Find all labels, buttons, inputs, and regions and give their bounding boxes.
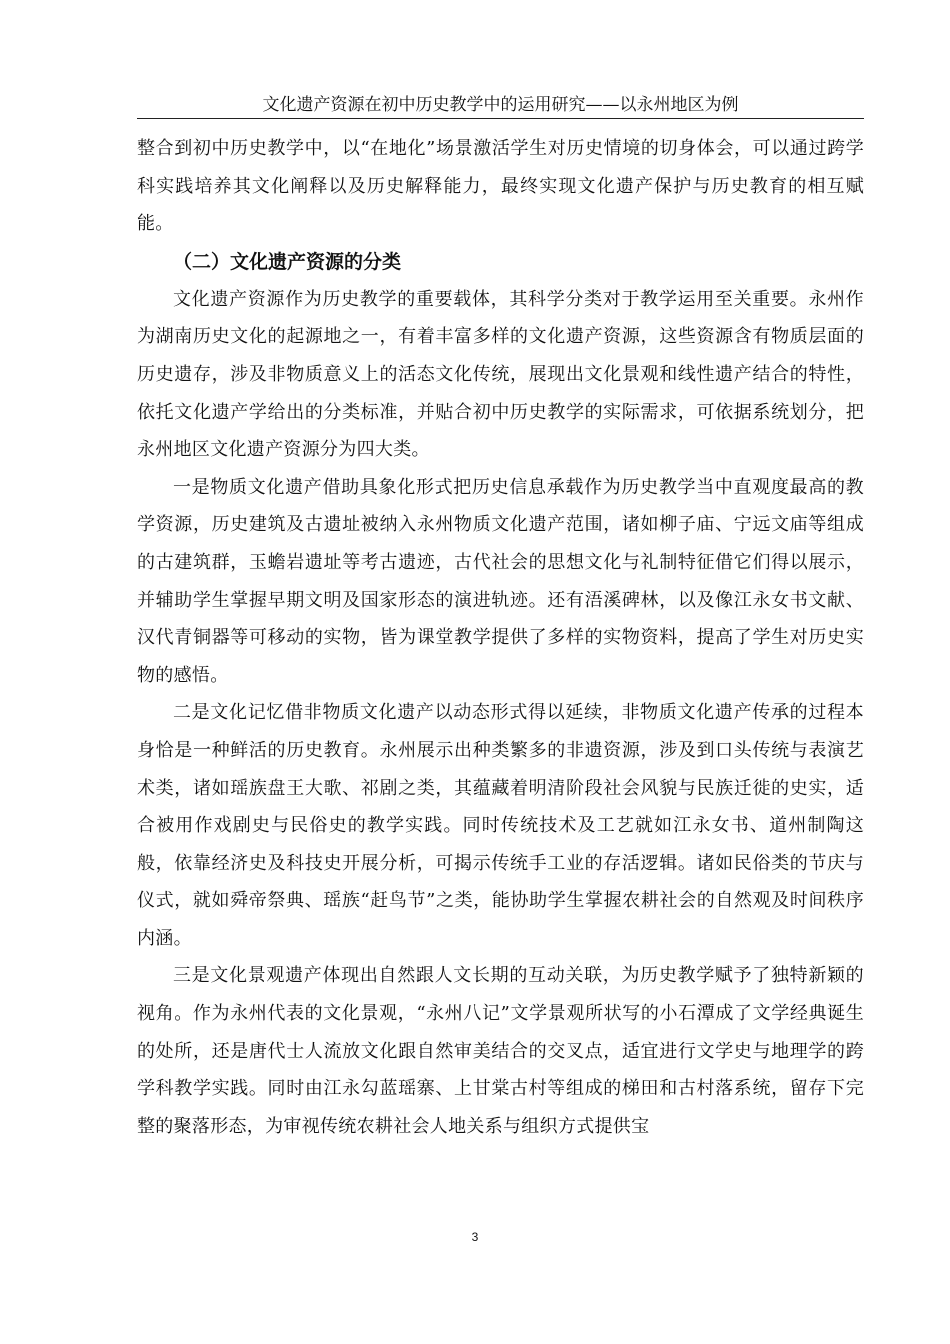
paragraph-cultural-landscape: 三是文化景观遗产体现出自然跟人文长期的互动关联，为历史教学赋予了独特新颖的视角。作为永州代表的文化景观，“永州八记”文学景观所状写的小石潭成了文学经典诞生的处所，还是唐代士人流放文化跟自然审美结合的交叉点，适宜进行文学史与地理学的跨学科教学实践。同时由江永勾蓝瑶寨、上甘棠古村等组成的梯田和古村落系统，留存下完整的聚落形态，为审视传统农耕社会人地关系与组织方式提供宝	[137, 965, 864, 1137]
paragraph-material-heritage: 一是物质文化遗产借助具象化形式把历史信息承载作为历史教学当中直观度最高的教学资源，历史建筑及古遗址被纳入永州物质文化遗产范围，诸如柳子庙、宁远文庙等组成的古建筑群，玉蟾岩遗址等考古遗迹，古代社会的思想文化与礼制特征借它们得以展示，并辅助学生掌握早期文明及国家形态的演进轨迹。还有浯溪碑林，以及像江永女书文献、汉代青铜器等可移动的实物，皆为课堂教学提供了多样的实物资料，提高了学生对历史实物的感悟。	[137, 476, 864, 686]
page-number: 3	[471, 1230, 479, 1244]
running-header: 文化遗产资源在初中历史教学中的运用研究——以永州地区为例	[262, 95, 739, 115]
paragraph-intangible-heritage: 二是文化记忆借非物质文化遗产以动态形式得以延续，非物质文化遗产传承的过程本身恰是一种鲜活的历史教育。永州展示出种类繁多的非遗资源，涉及到口头传统与表演艺术类，诸如瑶族盘王大歌、祁剧之类，其蕴藏着明清阶段社会风貌与民族迁徙的史实，适合被用作戏剧史与民俗史的教学实践。同时传统技术及工艺就如江永女书、道州制陶这般，依靠经济史及科技史开展分析，可揭示传统手工业的存活逻辑。诸如民俗类的节庆与仪式，就如舜帝祭典、瑶族“赶鸟节”之类，能协助学生掌握农耕社会的自然观及时间秩序内涵。	[137, 702, 864, 949]
header-divider	[137, 118, 864, 119]
document-body	[137, 130, 864, 1145]
paragraph-continuation: 整合到初中历史教学中，以“在地化”场景激活学生对历史情境的切身体会，可以通过跨学科实践培养其文化阐释以及历史解释能力，最终实现文化遗产保护与历史教育的相互赋能。	[137, 138, 864, 235]
paragraph-classification-intro: 文化遗产资源作为历史教学的重要载体，其科学分类对于教学运用至关重要。永州作为湖南历史文化的起源地之一，有着丰富多样的文化遗产资源，这些资源含有物质层面的历史遗存，涉及非物质意义上的活态文化传统，展现出文化景观和线性遗产结合的特性，依托文化遗产学给出的分类标准，并贴合初中历史教学的实际需求，可依据系统划分，把永州地区文化遗产资源分为四大类。	[137, 288, 864, 461]
section-heading: （二）文化遗产资源的分类	[173, 250, 402, 273]
